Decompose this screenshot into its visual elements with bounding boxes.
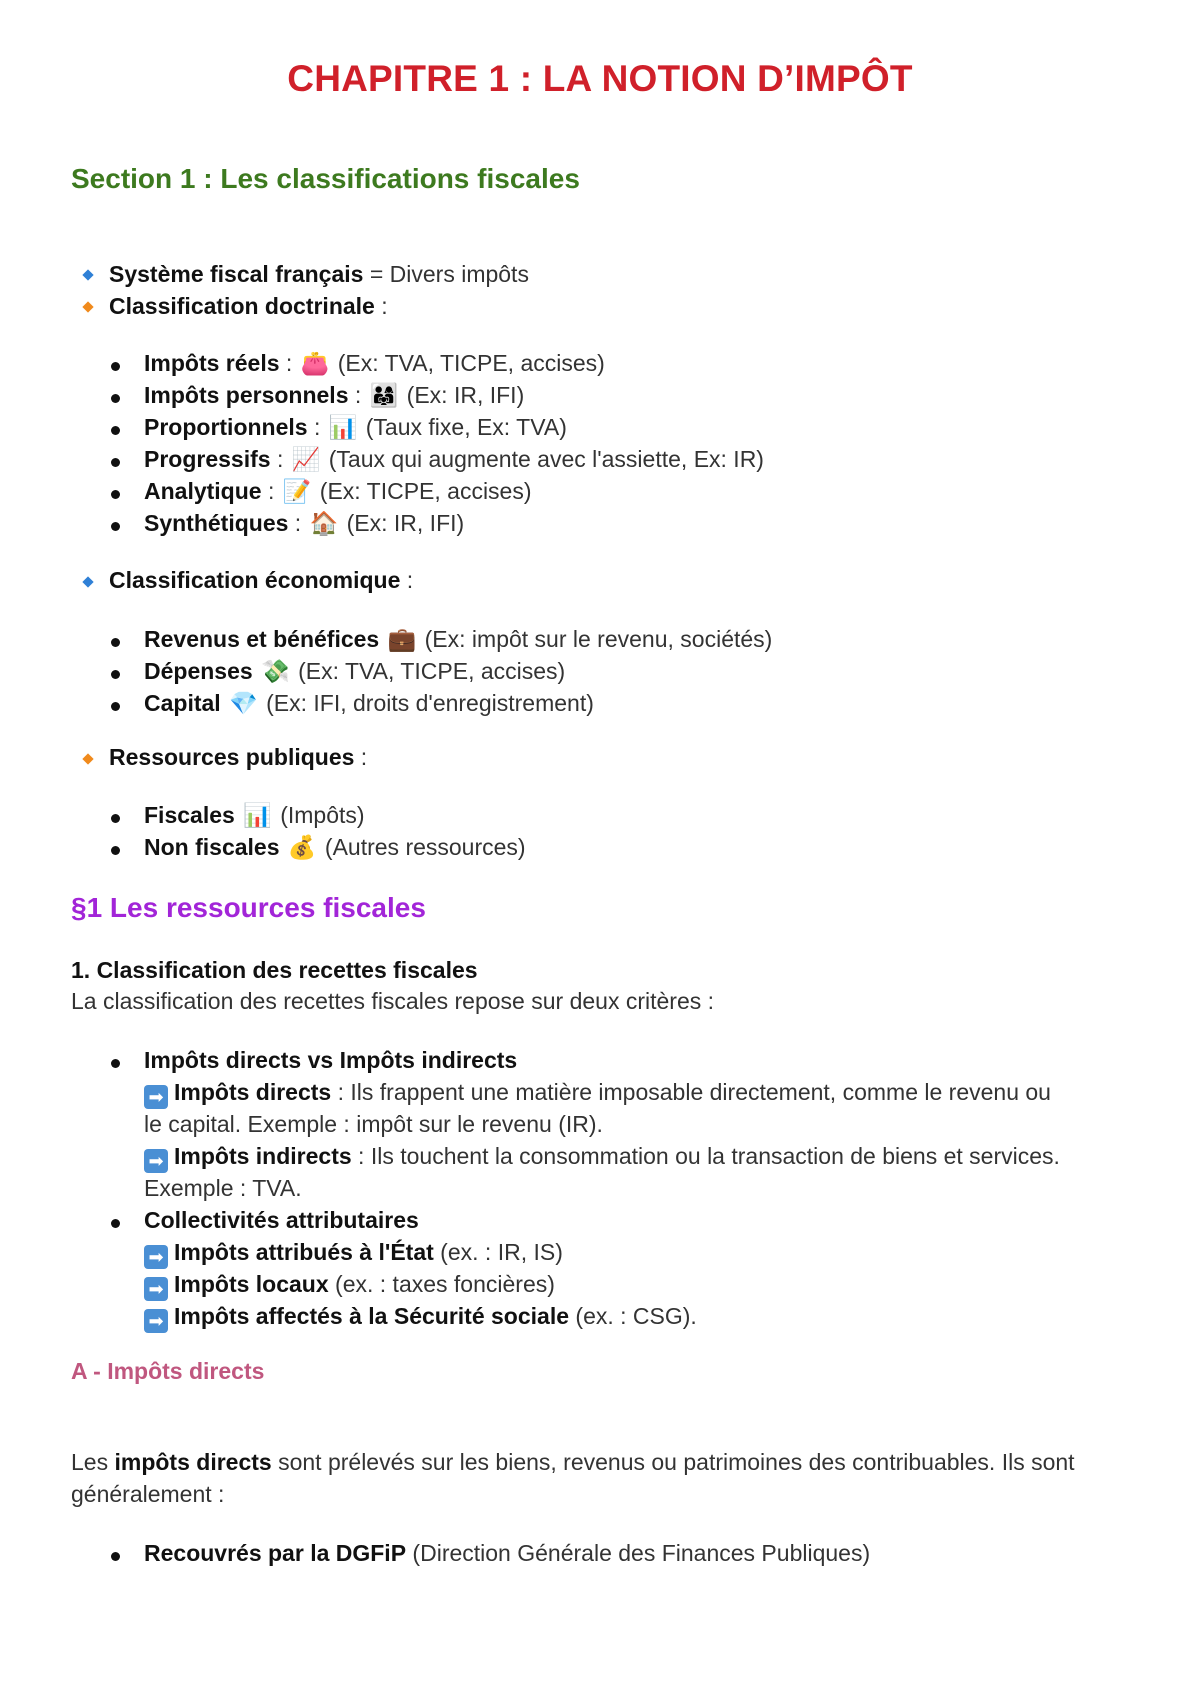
item-text: (Impôts)	[273, 802, 365, 828]
item-label: Système fiscal français	[109, 261, 364, 287]
item-label: Classification économique	[109, 567, 401, 593]
family-icon: 👨‍👩‍👧	[369, 382, 399, 408]
gem-icon: 💎	[229, 690, 258, 716]
bullet-dot-icon	[111, 522, 120, 531]
subsection-title: A - Impôts directs	[71, 1358, 265, 1384]
bar-chart-icon: 📊	[243, 802, 272, 828]
item-label: Ressources publiques	[109, 744, 355, 770]
item-label: Impôts réels	[144, 350, 280, 376]
house-icon: 🏠	[309, 510, 339, 536]
bullet-dot-icon	[111, 670, 120, 679]
bullet-dot-icon	[111, 1219, 120, 1228]
list-item	[144, 799, 365, 831]
orange-diamond-icon	[82, 753, 93, 764]
item-text: = Divers impôts	[363, 261, 529, 287]
section-title: Section 1 : Les classifications fiscales	[71, 163, 580, 194]
item-separator: :	[307, 414, 327, 440]
item-text: :	[354, 744, 368, 770]
item-separator: :	[348, 382, 368, 408]
item-text: (Ex: IR, IFI)	[400, 382, 525, 408]
list-item	[144, 379, 524, 411]
bullet-dot-icon	[111, 490, 120, 499]
briefcase-icon: 💼	[387, 626, 417, 652]
bullet-dot-icon	[111, 846, 120, 855]
list-item	[144, 1537, 870, 1569]
item-text: (ex. : taxes foncières)	[328, 1271, 555, 1297]
item-separator: :	[261, 478, 281, 504]
item-label: Impôts directs vs Impôts indirects	[144, 1047, 518, 1073]
right-arrow-icon: ➡	[144, 1149, 168, 1173]
trend-up-icon: 📈	[291, 446, 321, 472]
item-label: Classification doctrinale	[109, 293, 375, 319]
item-text: (Ex: IR, IFI)	[340, 510, 465, 536]
bullet-dot-icon	[111, 814, 120, 823]
list-item	[109, 564, 413, 596]
item-label: Impôts personnels	[144, 382, 349, 408]
bullet-dot-icon	[111, 394, 120, 403]
blue-diamond-icon	[82, 576, 93, 587]
item-text: (Direction Générale des Finances Publiques)	[406, 1540, 871, 1566]
item-label: Capital	[144, 690, 221, 716]
bullet-dot-icon	[111, 638, 120, 647]
bullet-dot-icon	[111, 1059, 120, 1068]
item-text: : Ils touchent la consommation ou la transaction de biens et services.	[351, 1143, 1060, 1169]
item-text: (Ex: TICPE, accises)	[313, 478, 532, 504]
item-text: (Taux fixe, Ex: TVA)	[359, 414, 567, 440]
list-item	[144, 443, 764, 475]
list-item	[144, 687, 594, 719]
item-text: (Ex: impôt sur le revenu, sociétés)	[418, 626, 773, 652]
item-separator: :	[279, 350, 299, 376]
item-label: Impôts indirects	[174, 1143, 352, 1169]
item-label: Synthétiques	[144, 510, 289, 536]
right-arrow-icon: ➡	[144, 1245, 168, 1269]
memo-icon: 📝	[282, 478, 312, 504]
item-text: le capital. Exemple : impôt sur le revenu (IR).	[144, 1111, 603, 1137]
right-arrow-icon: ➡	[144, 1277, 168, 1301]
item-text: (ex. : CSG).	[569, 1303, 697, 1329]
paragraph-title: §1 Les ressources fiscales	[71, 892, 426, 923]
item-text: : Ils frappent une matière imposable directement, comme le revenu ou	[331, 1079, 1051, 1105]
right-arrow-icon: ➡	[144, 1085, 168, 1109]
paragraph	[71, 1446, 1075, 1478]
para-text: Les	[71, 1449, 115, 1475]
bullet-dot-icon	[111, 702, 120, 711]
item-text: (Taux qui augmente avec l'assiette, Ex: IR)	[322, 446, 764, 472]
item-text: (Ex: TVA, TICPE, accises)	[291, 658, 566, 684]
list-item	[144, 507, 464, 539]
intro-text: La classification des recettes fiscales repose sur deux critères :	[71, 988, 715, 1014]
item-label: Analytique	[144, 478, 262, 504]
list-item	[144, 831, 526, 863]
list-item	[144, 1236, 563, 1269]
bullet-dot-icon	[111, 362, 120, 371]
subheading: 1. Classification des recettes fiscales	[71, 957, 478, 983]
item-separator: :	[288, 510, 308, 536]
item-label: Collectivités attributaires	[144, 1207, 419, 1233]
item-label: Revenus et bénéfices	[144, 626, 380, 652]
orange-diamond-icon	[82, 301, 93, 312]
blue-diamond-icon	[82, 269, 93, 280]
list-item	[109, 258, 529, 290]
item-text: (Autres ressources)	[318, 834, 526, 860]
purse-icon: 👛	[300, 350, 330, 376]
list-item	[144, 475, 532, 507]
para-text: généralement :	[71, 1481, 225, 1507]
chapter-title: CHAPITRE 1 : LA NOTION D’IMPÔT	[287, 58, 913, 99]
item-text: Exemple : TVA.	[144, 1175, 302, 1201]
item-label: Progressifs	[144, 446, 271, 472]
money-wings-icon: 💸	[261, 658, 290, 684]
item-label: Recouvrés par la DGFiP	[144, 1540, 407, 1566]
para-text: sont prélevés sur les biens, revenus ou patrimoines des contribuables. Ils sont	[271, 1449, 1075, 1475]
list-item	[144, 411, 567, 443]
list-item	[109, 741, 367, 773]
right-arrow-icon: ➡	[144, 1309, 168, 1333]
money-bag-icon: 💰	[287, 834, 317, 860]
list-item	[144, 1268, 555, 1301]
list-item	[144, 655, 565, 687]
item-text: (Ex: IFI, droits d'enregistrement)	[259, 690, 594, 716]
list-item	[144, 1300, 697, 1333]
list-item	[109, 290, 388, 322]
item-text: (Ex: TVA, TICPE, accises)	[331, 350, 605, 376]
item-label: Impôts affectés à la Sécurité sociale	[174, 1303, 570, 1329]
item-text: (ex. : IR, IS)	[433, 1239, 563, 1265]
item-label: Impôts attribués à l'État	[174, 1239, 434, 1265]
list-item	[144, 1044, 517, 1076]
bullet-dot-icon	[111, 1552, 120, 1561]
para-emphasis: impôts directs	[114, 1449, 272, 1475]
item-label: Dépenses	[144, 658, 253, 684]
item-label: Non fiscales	[144, 834, 280, 860]
item-separator: :	[270, 446, 290, 472]
list-item	[144, 1076, 1051, 1109]
list-item	[144, 623, 772, 655]
item-label: Impôts directs	[174, 1079, 332, 1105]
list-item	[144, 1204, 419, 1236]
item-label: Fiscales	[144, 802, 235, 828]
list-item	[144, 347, 605, 379]
bullet-dot-icon	[111, 458, 120, 467]
item-text: :	[400, 567, 414, 593]
item-text: :	[374, 293, 388, 319]
item-label: Proportionnels	[144, 414, 308, 440]
list-item	[144, 1140, 1060, 1173]
bar-chart-icon: 📊	[328, 414, 358, 440]
item-label: Impôts locaux	[174, 1271, 329, 1297]
bullet-dot-icon	[111, 426, 120, 435]
